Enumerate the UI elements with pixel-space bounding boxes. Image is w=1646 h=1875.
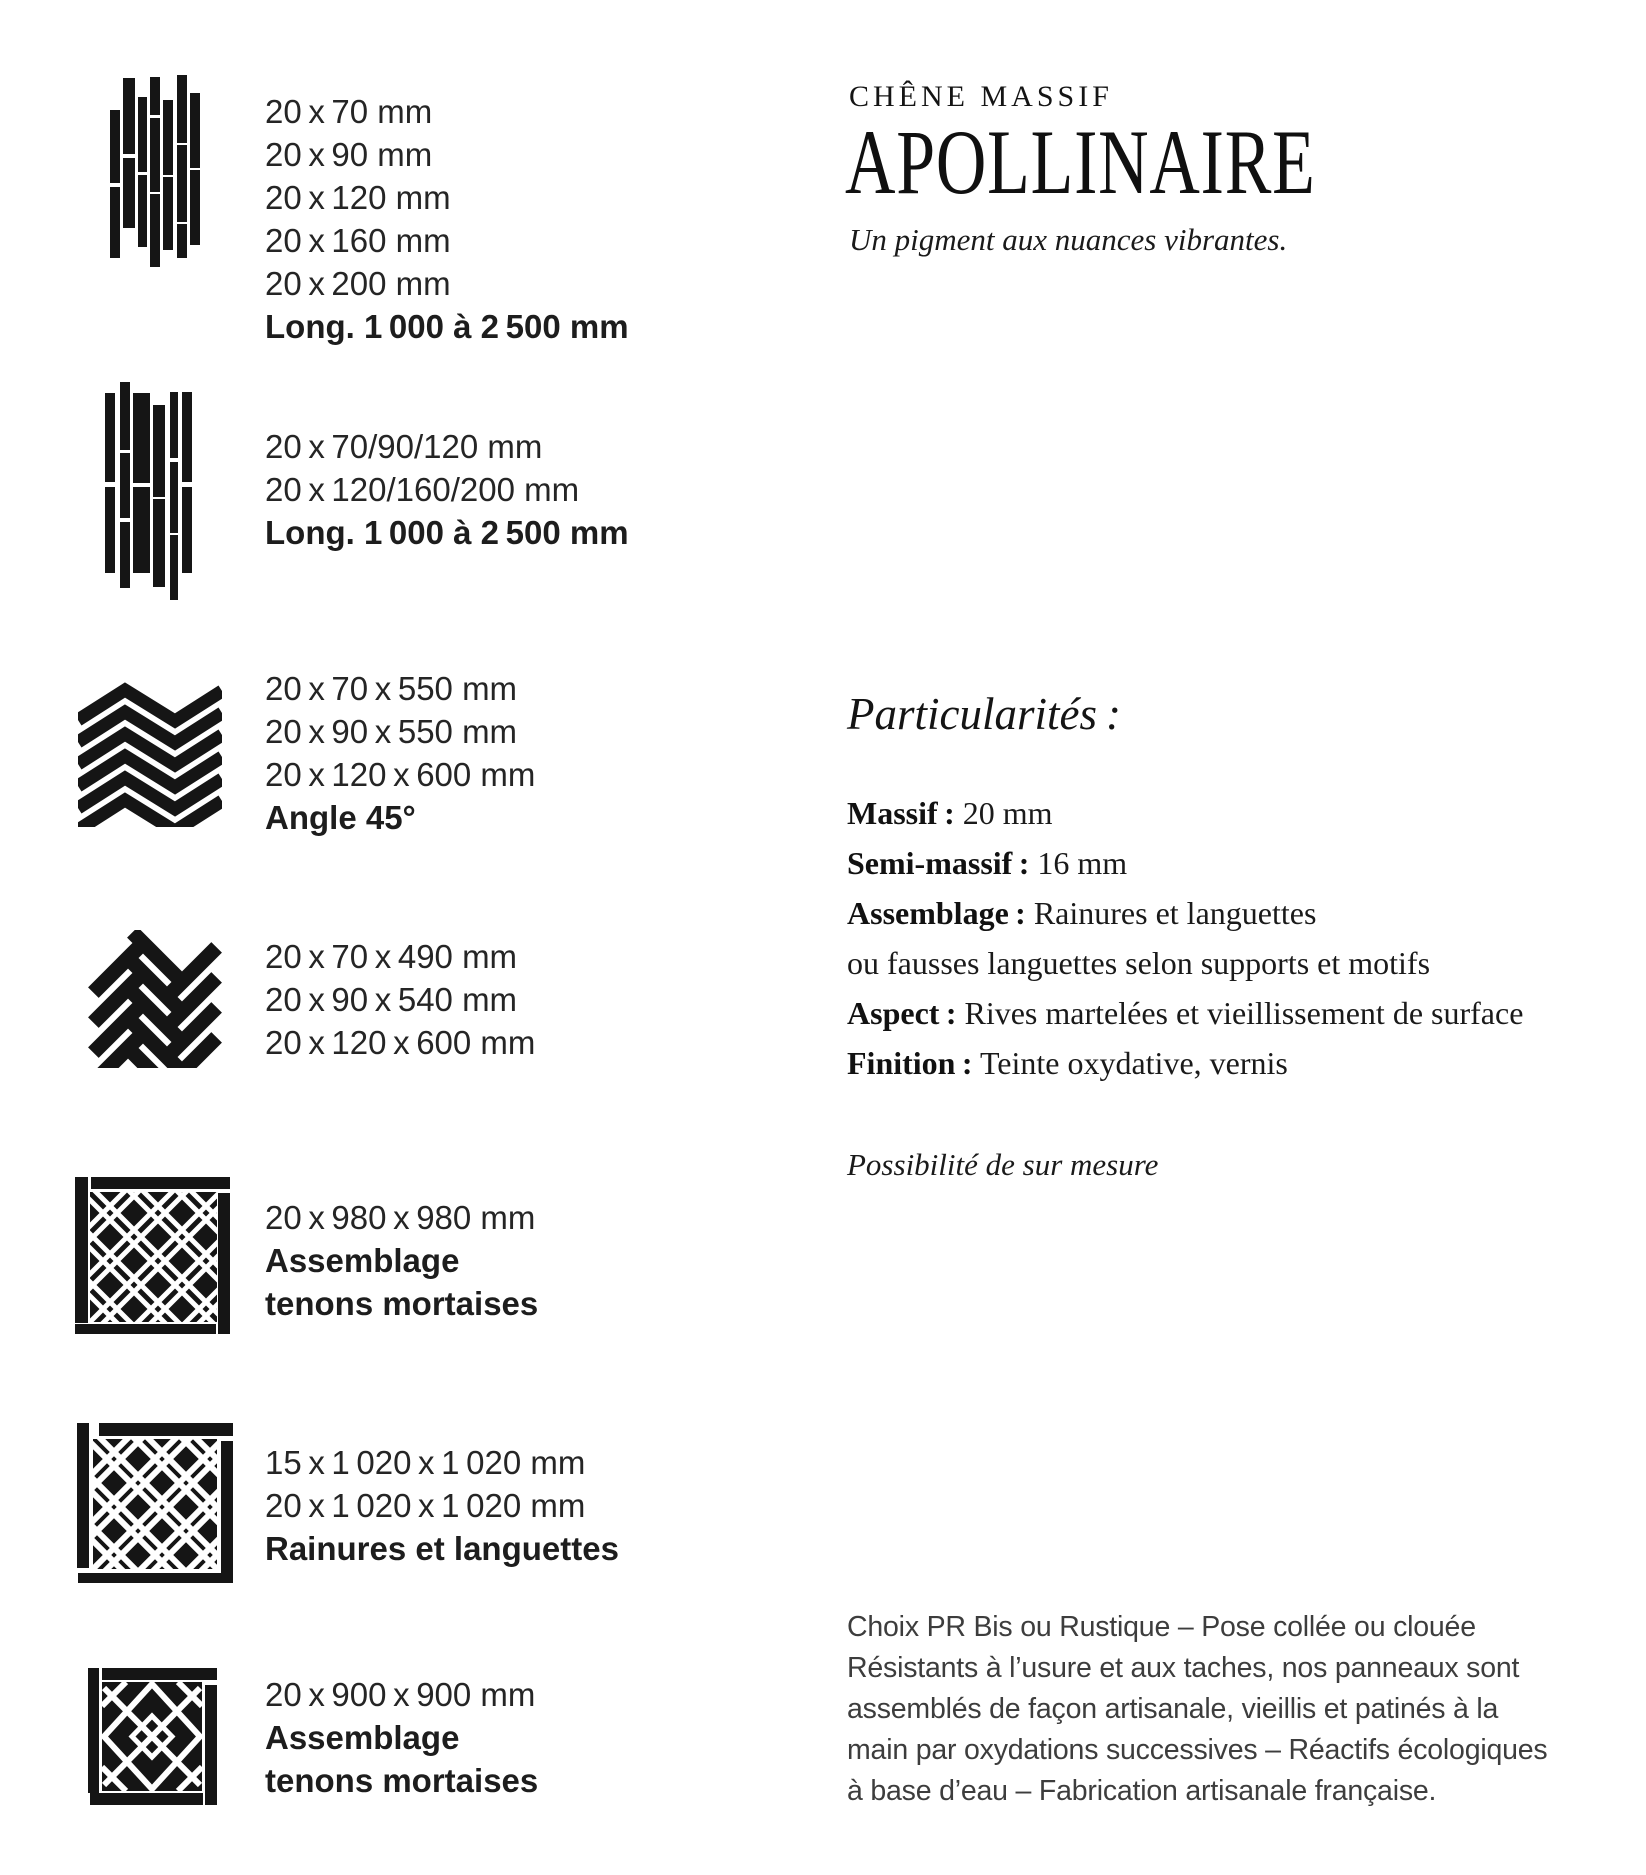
woven-panel-grooved-icon [77,1423,233,1583]
spec-value: Teinte oxydative, vernis [972,1045,1288,1081]
dimension-line: 20 x 120 mm [265,179,451,216]
particularites-heading: Particularités : [847,689,1121,739]
format-specs-1 [265,90,629,348]
chevron-parquet-icon [78,682,222,827]
dimension-line: 20 x 120 x 600 mm [265,1024,536,1061]
herringbone-parquet-icon [83,930,227,1068]
footer-line: Résistants à l’usure et aux taches, nos panneaux sont [847,1652,1520,1684]
format-specs-7 [265,1673,538,1802]
spec-line-semi-massif [847,838,1523,888]
dimension-line: 20 x 1 020 x 1 020 mm [265,1487,586,1524]
format-specs-5 [265,1196,538,1325]
spec-value: Rainures et languettes [1025,895,1317,931]
dimension-line: 20 x 90 x 540 mm [265,981,518,1018]
dimension-line: 20 x 70 x 490 mm [265,938,518,975]
dimension-line: 20 x 120 x 600 mm [265,756,536,793]
spec-list [847,788,1523,1088]
footer-line: assemblés de façon artisanale, vieillis et patinés à la [847,1693,1499,1725]
assembly-note: tenons mortaises [265,1285,539,1322]
format-specs-6 [265,1441,619,1570]
spec-line-finition [847,1038,1523,1088]
spec-line-assemblage [847,888,1523,938]
format-specs-3 [265,667,535,839]
spec-label: Finition : [847,1045,973,1081]
collection-eyebrow: CHÊNE MASSIF [849,80,1113,113]
format-section-woven-panel-grooved [77,1423,233,1583]
dimension-line: 20 x 90 x 550 mm [265,713,518,750]
dimension-line: 20 x 200 mm [265,265,451,302]
footer-line: main par oxydations successives – Réactifs écologiques [847,1734,1548,1766]
dimension-line: 20 x 980 x 980 mm [265,1199,536,1236]
dimension-line: 20 x 90 mm [265,136,433,173]
angle-note: Angle 45° [265,799,416,836]
dimension-line: 20 x 70/90/120 mm [265,428,543,465]
dimension-line: 20 x 120/160/200 mm [265,471,580,508]
spec-value: Rives martelées et vieillissement de surface [956,995,1524,1031]
format-section-diamond-panel [88,1668,217,1805]
custom-size-note: Possibilité de sur mesure [847,1147,1159,1182]
format-specs-4 [265,935,535,1064]
planks-mixed-widths-icon [105,382,192,600]
footer-line: à base d’eau – Fabrication artisanale française. [847,1775,1437,1807]
length-note: Long. 1 000 à 2 500 mm [265,308,629,345]
footer-description [847,1607,1547,1812]
planks-free-lengths-icon [108,74,200,268]
spec-line-massif [847,788,1523,838]
format-section-chevron [78,682,222,827]
dimension-line: 20 x 900 x 900 mm [265,1676,536,1713]
spec-label: Massif : [847,795,955,831]
assembly-note: Assemblage [265,1242,460,1279]
length-note: Long. 1 000 à 2 500 mm [265,514,629,551]
format-specs-2 [265,425,629,554]
woven-panel-icon [75,1177,230,1334]
page-title: APOLLINAIRE [845,111,1316,213]
assembly-note: Assemblage [265,1719,460,1756]
diamond-panel-icon [88,1668,217,1805]
spec-label: Assemblage : [847,895,1026,931]
footer-line: Choix PR Bis ou Rustique – Pose collée ou clouée [847,1611,1476,1643]
tagline: Un pigment aux nuances vibrantes. [849,222,1288,257]
dimension-line: 20 x 70 mm [265,93,433,130]
spec-value: ou fausses languettes selon supports et motifs [847,945,1431,981]
spec-line-assemblage-suite [847,938,1523,988]
format-section-herringbone [83,930,227,1068]
dimension-line: 20 x 160 mm [265,222,451,259]
spec-label: Aspect : [847,995,957,1031]
spec-label: Semi-massif : [847,845,1030,881]
assembly-note: tenons mortaises [265,1762,539,1799]
spec-value: 16 mm [1029,845,1128,881]
assembly-note: Rainures et languettes [265,1530,619,1567]
dimension-line: 20 x 70 x 550 mm [265,670,518,707]
format-section-planks-mixed-widths [105,382,192,600]
spec-line-aspect [847,988,1523,1038]
spec-value: 20 mm [954,795,1053,831]
format-section-woven-panel [75,1177,230,1334]
dimension-line: 15 x 1 020 x 1 020 mm [265,1444,586,1481]
format-section-planks-free-lengths [108,74,200,268]
